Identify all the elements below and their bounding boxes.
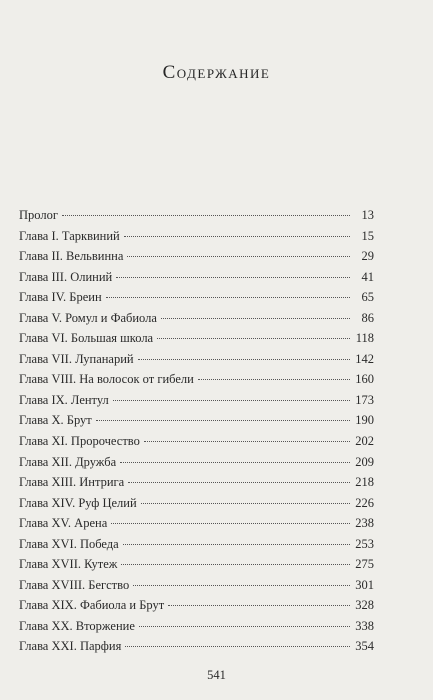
- toc-entry-label: Глава XII. Дружба: [19, 454, 117, 469]
- toc-entry-label: Глава XIX. Фабиола и Брут: [19, 598, 165, 613]
- dot-leader: [62, 215, 350, 216]
- dot-leader: [121, 564, 350, 565]
- dot-leader: [133, 585, 350, 586]
- toc-entry-page: 226: [355, 495, 374, 510]
- toc-entry-page: 354: [355, 639, 374, 654]
- toc-entry: [19, 331, 374, 352]
- toc-entry: [19, 229, 374, 250]
- toc-entry-page: 173: [355, 392, 374, 407]
- toc-entry-page: 29: [361, 249, 374, 264]
- dot-leader: [124, 236, 350, 237]
- toc-entry-page: 238: [355, 516, 374, 531]
- toc-entry-page: 202: [355, 434, 374, 449]
- dot-leader: [123, 544, 350, 545]
- dot-leader: [128, 482, 350, 483]
- toc-entry-page: 160: [355, 372, 374, 387]
- toc-entry: [19, 475, 374, 496]
- toc-entry: [19, 208, 374, 229]
- table-of-contents: [19, 208, 374, 660]
- toc-entry-label: Глава IX. Лентул: [19, 392, 109, 407]
- toc-entry-page: 65: [361, 290, 374, 305]
- toc-entry-page: 301: [355, 577, 374, 592]
- dot-leader: [198, 379, 350, 380]
- toc-entry: [19, 372, 374, 393]
- toc-entry: [19, 270, 374, 291]
- toc-entry: [19, 413, 374, 434]
- toc-entry: [19, 578, 374, 599]
- dot-leader: [139, 626, 350, 627]
- toc-entry: [19, 619, 374, 640]
- toc-entry: [19, 393, 374, 414]
- toc-entry: [19, 311, 374, 332]
- toc-entry-page: 13: [361, 208, 374, 222]
- toc-entry-page: 218: [355, 475, 374, 490]
- toc-entry-label: Глава XI. Пророчество: [19, 434, 140, 449]
- dot-leader: [161, 318, 350, 319]
- toc-entry: [19, 516, 374, 537]
- dot-leader: [144, 441, 350, 442]
- toc-entry: [19, 455, 374, 476]
- dot-leader: [120, 462, 350, 463]
- toc-entry-label: Глава VII. Лупанарий: [19, 351, 134, 366]
- toc-entry-label: Глава XIII. Интрига: [19, 475, 125, 490]
- toc-entry-page: 118: [355, 331, 374, 346]
- toc-entry: [19, 537, 374, 558]
- toc-entry-label: Глава X. Брут: [19, 413, 92, 428]
- toc-entry: [19, 290, 374, 311]
- dot-leader: [138, 359, 350, 360]
- toc-entry-label: Глава VI. Большая школа: [19, 331, 154, 346]
- toc-entry-page: 275: [355, 557, 374, 572]
- toc-entry-page: 338: [355, 618, 374, 633]
- toc-entry: [19, 352, 374, 373]
- toc-entry-label: Глава XVII. Кутеж: [19, 557, 118, 572]
- toc-entry-label: Глава VIII. На волосок от гибели: [19, 372, 194, 387]
- toc-entry-label: Глава III. Олиний: [19, 269, 113, 284]
- toc-entry-label: Глава XV. Арена: [19, 516, 108, 531]
- toc-entry-label: Глава I. Тарквиний: [19, 228, 120, 243]
- toc-entry: [19, 434, 374, 455]
- dot-leader: [111, 523, 350, 524]
- toc-entry-label: Глава IV. Бреин: [19, 290, 102, 305]
- toc-entry-page: 15: [361, 228, 374, 243]
- toc-entry-label: Глава XVIII. Бегство: [19, 577, 130, 592]
- dot-leader: [96, 420, 350, 421]
- toc-entry: [19, 598, 374, 619]
- page-title: Содержание: [162, 62, 271, 83]
- toc-entry-label: Глава XX. Вторжение: [19, 618, 135, 633]
- toc-entry-label: Глава XVI. Победа: [19, 536, 119, 551]
- toc-entry-page: 190: [355, 413, 374, 428]
- toc-entry-page: 209: [355, 454, 374, 469]
- dot-leader: [113, 400, 350, 401]
- page-number: 541: [207, 668, 226, 682]
- toc-entry-page: 328: [355, 598, 374, 613]
- dot-leader: [157, 338, 350, 339]
- toc-entry: [19, 639, 374, 660]
- dot-leader: [168, 605, 350, 606]
- dot-leader: [127, 256, 350, 257]
- toc-entry-label: Пролог: [19, 208, 58, 222]
- toc-entry: [19, 557, 374, 578]
- dot-leader: [106, 297, 350, 298]
- toc-entry-page: 86: [361, 310, 374, 325]
- toc-entry-label: Глава II. Вельвинна: [19, 249, 124, 264]
- toc-entry-page: 41: [361, 269, 374, 284]
- toc-entry-label: Глава XIV. Руф Целий: [19, 495, 137, 510]
- dot-leader: [116, 277, 350, 278]
- toc-entry-label: Глава XXI. Парфия: [19, 639, 122, 654]
- toc-entry-page: 253: [355, 536, 374, 551]
- toc-entry: [19, 496, 374, 517]
- dot-leader: [141, 503, 350, 504]
- toc-entry: [19, 249, 374, 270]
- toc-entry-page: 142: [355, 351, 374, 366]
- dot-leader: [125, 646, 350, 647]
- toc-entry-label: Глава V. Ромул и Фабиола: [19, 310, 157, 325]
